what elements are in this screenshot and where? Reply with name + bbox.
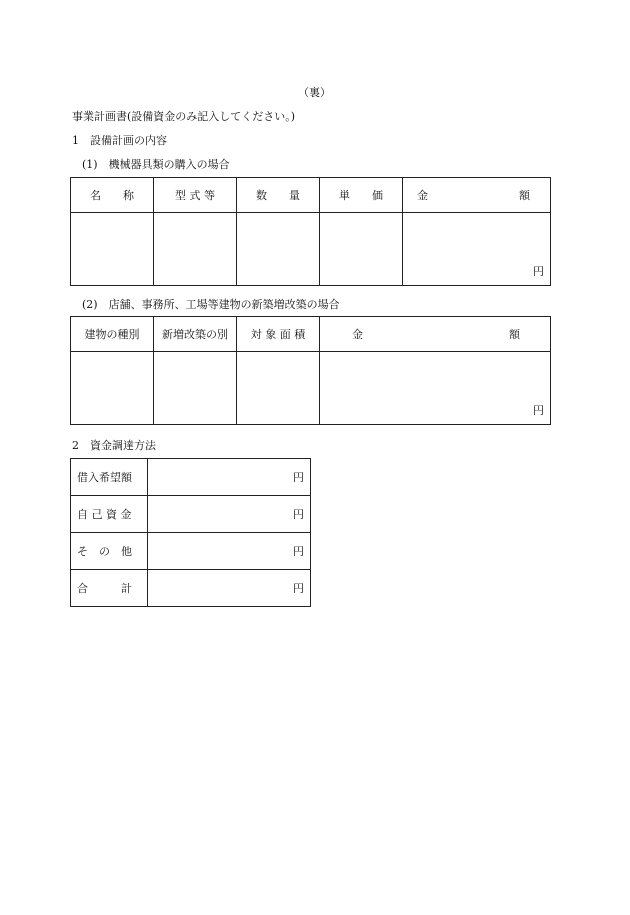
cell-name[interactable] [71, 213, 154, 286]
header-amount [403, 178, 551, 213]
cell-building-type[interactable] [71, 352, 154, 425]
header-quantity: 数 量 [237, 178, 320, 213]
header-amount-right: 額 [509, 328, 520, 341]
funding-value-other[interactable] [148, 533, 311, 570]
cell-quantity[interactable] [237, 213, 320, 286]
funding-value-own[interactable] [148, 496, 311, 533]
cell-area[interactable] [237, 352, 320, 425]
equipment-table [70, 177, 551, 286]
yen-unit: 円 [293, 508, 304, 521]
funding-table [70, 458, 311, 607]
document-title: 事業計画書(設備資金のみ記入してください。) [72, 110, 296, 123]
header-building-type: 建物の種別 [71, 317, 154, 352]
section2-title: 2 資金調達方法 [72, 439, 156, 452]
funding-label-total: 合 計 [71, 570, 148, 607]
header-amount-left: 金 [417, 189, 428, 202]
header-unit-price: 単 価 [320, 178, 403, 213]
header-amount-right: 額 [519, 189, 530, 202]
yen-unit: 円 [533, 265, 544, 278]
funding-label-own: 自 己 資 金 [71, 496, 148, 533]
header-name: 名 称 [71, 178, 154, 213]
cell-construction-kind[interactable] [154, 352, 237, 425]
cell-model[interactable] [154, 213, 237, 286]
funding-value-total[interactable] [148, 570, 311, 607]
yen-unit: 円 [533, 404, 544, 417]
funding-label-loan: 借入希望額 [71, 459, 148, 496]
cell-amount[interactable] [403, 213, 551, 286]
building-table [70, 316, 551, 425]
header-construction-kind: 新増改築の別 [154, 317, 237, 352]
header-model: 型 式 等 [154, 178, 237, 213]
yen-unit: 円 [293, 545, 304, 558]
funding-value-loan[interactable] [148, 459, 311, 496]
section1-title: 1 設備計画の内容 [72, 134, 167, 147]
cell-unit-price[interactable] [320, 213, 403, 286]
page-side-label: （裏） [298, 86, 331, 99]
yen-unit: 円 [293, 471, 304, 484]
subsection2-title: (2) 店舗、事務所、工場等建物の新築増改築の場合 [82, 298, 340, 311]
header-amount-left: 金 [352, 328, 363, 341]
cell-amount[interactable] [320, 352, 551, 425]
funding-label-other: そ の 他 [71, 533, 148, 570]
subsection1-title: (1) 機械器具類の購入の場合 [82, 158, 230, 171]
header-amount [320, 317, 551, 352]
header-area: 対 象 面 積 [237, 317, 320, 352]
yen-unit: 円 [293, 582, 304, 595]
